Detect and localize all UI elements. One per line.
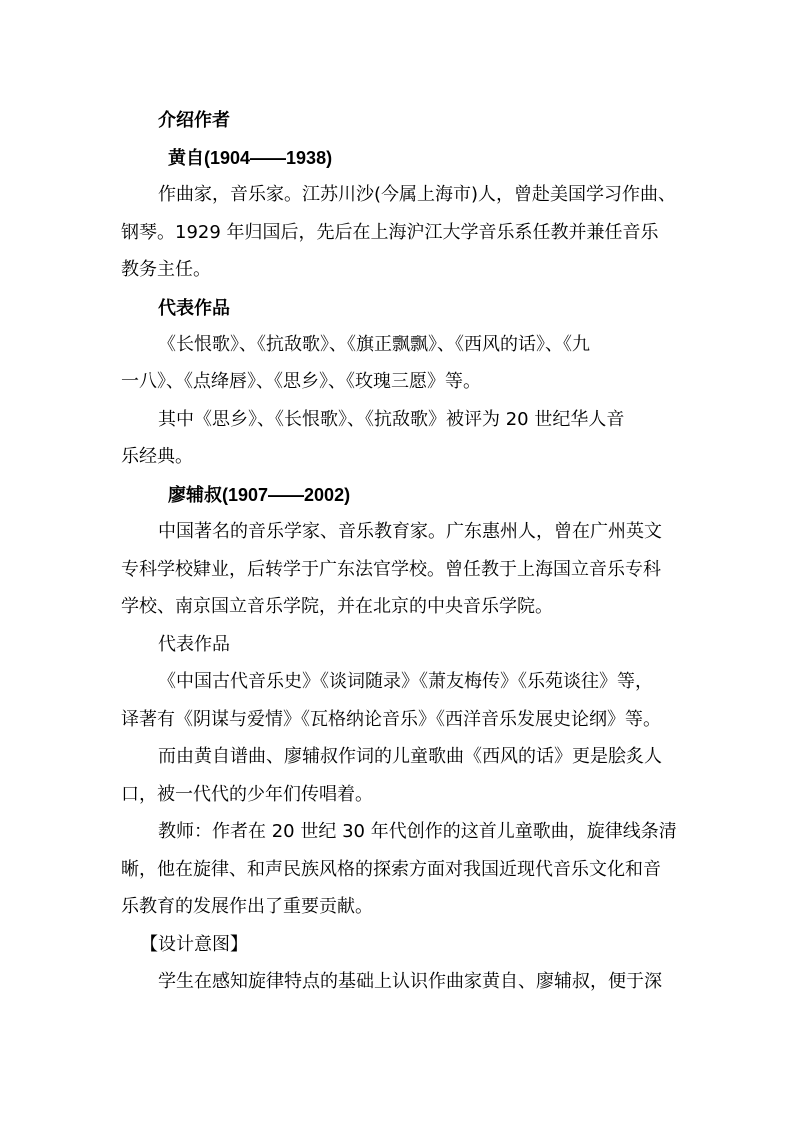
teacher-line: 乐教育的发展作出了重要贡献。 <box>121 896 373 917</box>
author2-name: 廖辅叔(1907——2002) <box>168 485 351 505</box>
design-line: 学生在感知旋律特点的基础上认识作曲家黄自、廖辅叔，便于深 <box>158 971 662 992</box>
author1-works-heading: 代表作品 <box>158 298 230 318</box>
author1-works-line: 《长恨歌》、《抗敌歌》、《旗正飘飘》、《西风的话》、《九 <box>158 334 590 355</box>
teacher-line: 晰，他在旋律、和声民族风格的探索方面对我国近现代音乐文化和音 <box>121 859 661 880</box>
author1-bio-line: 教务主任。 <box>121 259 211 280</box>
author1-bio-line: 作曲家，音乐家。江苏川沙(今属上海市)人，曾赴美国学习作曲、 <box>158 184 677 205</box>
author1-works-line: 一八》、《点绛唇》、《思乡》、《玫瑰三愿》等。 <box>121 371 481 392</box>
author2-works-heading: 代表作品 <box>158 634 230 655</box>
author1-bio-line: 钢琴。1929 年归国后，先后在上海沪江大学音乐系任教并兼任音乐 <box>121 222 659 243</box>
author1-classic-line: 乐经典。 <box>121 446 193 467</box>
author2-works-line: 译著有《阴谋与爱情》《瓦格纳论音乐》《西洋音乐发展史论纲》等。 <box>121 709 661 730</box>
author2-bio-line: 中国著名的音乐学家、音乐教育家。广东惠州人，曾在广州英文 <box>158 521 662 542</box>
author2-bio-line: 专科学校肄业，后转学于广东法官学校。曾任教于上海国立音乐专科 <box>121 559 661 580</box>
design-heading: 【设计意图】 <box>140 934 248 955</box>
author1-name: 黄自(1904——1938) <box>168 148 333 168</box>
heading-intro: 介绍作者 <box>158 110 230 130</box>
author2-works-line: 《中国古代音乐史》《谈词随录》《萧友梅传》《乐苑谈往》等， <box>158 671 653 692</box>
song-line: 口，被一代代的少年们传唱着。 <box>121 784 373 805</box>
author2-bio-line: 学校、南京国立音乐学院，并在北京的中央音乐学院。 <box>121 596 553 617</box>
song-line: 而由黄自谱曲、廖辅叔作词的儿童歌曲《西风的话》更是脍炙人 <box>158 746 662 767</box>
teacher-line: 教师：作者在 20 世纪 30 年代创作的这首儿童歌曲，旋律线条清 <box>158 821 677 842</box>
author1-classic-line: 其中《思乡》、《长恨歌》、《抗敌歌》被评为 20 世纪华人音 <box>158 409 625 430</box>
